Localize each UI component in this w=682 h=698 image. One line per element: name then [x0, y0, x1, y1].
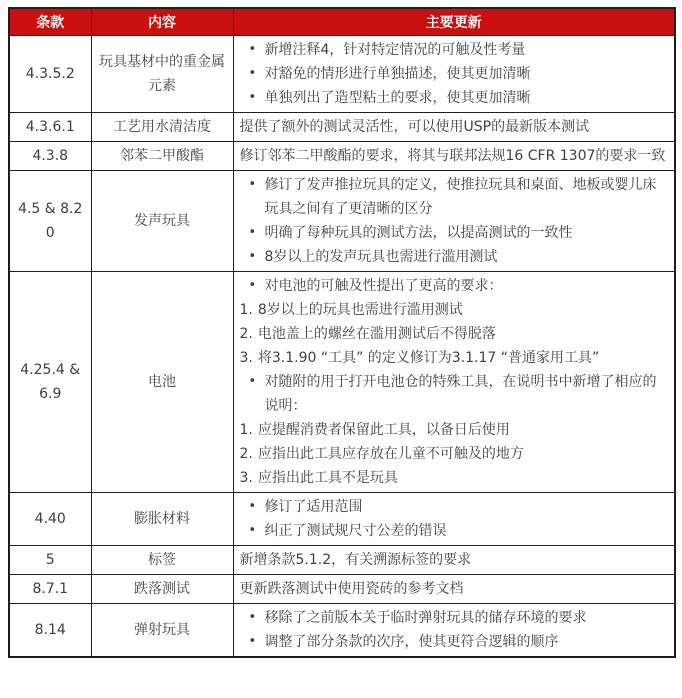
table-row [9, 574, 675, 603]
bullet-item [240, 370, 669, 418]
column-header-content: 内容 [91, 8, 233, 35]
item-text: 8岁以上的发声玩具也需进行滥用测试 [264, 248, 498, 265]
bullet-marker-icon: • [248, 248, 257, 264]
numbered-item [240, 418, 669, 442]
updates-cell [233, 112, 675, 141]
item-text: 纠正了测试规尺寸公差的错误 [264, 522, 447, 539]
content-cell: 玩具基材中的重金属元素 [91, 35, 233, 112]
table-row [9, 492, 675, 545]
item-text: 提供了额外的测试灵活性，可以使用USP的最新版本测试 [239, 118, 590, 135]
bullet-marker-icon: • [248, 522, 257, 538]
number-marker: 2. [239, 445, 253, 462]
item-text: 单独列出了造型粘土的要求，使其更加清晰 [264, 89, 531, 106]
number-marker: 1. [239, 301, 253, 318]
bullet-marker-icon: • [248, 176, 257, 192]
text-line [240, 144, 669, 168]
text-line [240, 548, 669, 572]
bullet-marker-icon: • [248, 373, 257, 389]
bullet-item [240, 86, 669, 110]
clause-cell: 4.3.5.2 [9, 35, 91, 112]
content-cell: 邻苯二甲酸酯 [91, 141, 233, 170]
table-row [9, 271, 675, 492]
content-cell: 电池 [91, 271, 233, 492]
updates-cell [233, 492, 675, 545]
item-text: 更新跌落测试中使用瓷砖的参考文档 [239, 580, 464, 597]
table-row [9, 35, 675, 112]
numbered-item [240, 298, 669, 322]
header-row [9, 8, 675, 35]
item-text: 8岁以上的玩具也需进行滥用测试 [257, 301, 463, 318]
item-text: 电池盖上的螺丝在滥用测试后不得脱落 [257, 325, 496, 342]
standard-updates-table [8, 7, 676, 658]
text-line [240, 115, 669, 139]
bullet-item [240, 173, 669, 221]
numbered-item [240, 346, 669, 370]
numbered-item [240, 322, 669, 346]
bullet-item [240, 495, 669, 519]
item-text: 应指出此工具应存放在儿童不可触及的地方 [257, 445, 524, 462]
bullet-item [240, 274, 669, 298]
number-marker: 3. [239, 349, 253, 366]
item-text: 对电池的可触及性提出了更高的要求： [264, 277, 503, 294]
bullet-item [240, 38, 669, 62]
clause-cell: 4.3.8 [9, 141, 91, 170]
item-text: 明确了每种玩具的测试方法，以提高测试的一致性 [264, 224, 573, 241]
updates-cell [233, 35, 675, 112]
item-text: 对随附的用于打开电池仓的特殊工具，在说明书中新增了相应的说明： [264, 373, 657, 414]
bullet-marker-icon: • [248, 41, 257, 57]
bullet-item [240, 221, 669, 245]
table-row [9, 141, 675, 170]
content-cell: 膨胀材料 [91, 492, 233, 545]
bullet-marker-icon: • [248, 633, 257, 649]
number-marker: 1. [239, 421, 253, 438]
bullet-item [240, 519, 669, 543]
updates-cell [233, 170, 675, 271]
clause-cell: 4.3.6.1 [9, 112, 91, 141]
item-text: 移除了之前版本关于临时弹射玩具的储存环境的要求 [264, 609, 587, 626]
number-marker: 3. [239, 469, 253, 486]
updates-cell [233, 545, 675, 574]
item-text: 调整了部分条款的次序，使其更符合逻辑的顺序 [264, 633, 559, 650]
updates-cell [233, 574, 675, 603]
column-header-main-updates: 主要更新 [233, 8, 675, 35]
content-cell: 工艺用水清洁度 [91, 112, 233, 141]
clause-cell: 5 [9, 545, 91, 574]
table-row [9, 112, 675, 141]
bullet-marker-icon: • [248, 65, 257, 81]
content-cell: 弹射玩具 [91, 603, 233, 657]
bullet-item [240, 245, 669, 269]
column-header-clause: 条款 [9, 8, 91, 35]
table-row [9, 603, 675, 657]
bullet-marker-icon: • [248, 89, 257, 105]
item-text: 应指出此工具不是玩具 [257, 469, 398, 486]
bullet-marker-icon: • [248, 498, 257, 514]
item-text: 新增条款5.1.2，有关溯源标签的要求 [239, 551, 472, 568]
updates-cell [233, 603, 675, 657]
bullet-item [240, 630, 669, 654]
updates-cell [233, 271, 675, 492]
number-marker: 2. [239, 325, 253, 342]
item-text: 修订了适用范围 [264, 498, 363, 515]
table-row [9, 170, 675, 271]
bullet-marker-icon: • [248, 609, 257, 625]
content-cell: 跌落测试 [91, 574, 233, 603]
item-text: 修订了发声推拉玩具的定义，使推拉玩具和桌面、地板或婴儿床玩具之间有了更清晰的区分 [264, 176, 657, 217]
clause-cell: 4.25.4 & 6.9 [9, 271, 91, 492]
clause-cell: 4.40 [9, 492, 91, 545]
text-line [240, 577, 669, 601]
numbered-item [240, 442, 669, 466]
updates-cell [233, 141, 675, 170]
bullet-item [240, 606, 669, 630]
bullet-item [240, 62, 669, 86]
item-text: 对豁免的情形进行单独描述，使其更加清晰 [264, 65, 531, 82]
bullet-marker-icon: • [248, 224, 257, 240]
numbered-item [240, 466, 669, 490]
clause-cell: 4.5 & 8.20 [9, 170, 91, 271]
item-text: 新增注释4，针对特定情况的可触及性考量 [264, 41, 526, 58]
bullet-marker-icon: • [248, 277, 257, 293]
item-text: 将3.1.90 “工具” 的定义修订为3.1.17 “普通家用工具” [257, 349, 600, 366]
content-cell: 发声玩具 [91, 170, 233, 271]
content-cell: 标签 [91, 545, 233, 574]
clause-cell: 8.7.1 [9, 574, 91, 603]
clause-cell: 8.14 [9, 603, 91, 657]
item-text: 应提醒消费者保留此工具，以备日后使用 [257, 421, 510, 438]
table-row [9, 545, 675, 574]
item-text: 修订邻苯二甲酸酯的要求，将其与联邦法规16 CFR 1307的要求一致 [239, 147, 666, 164]
